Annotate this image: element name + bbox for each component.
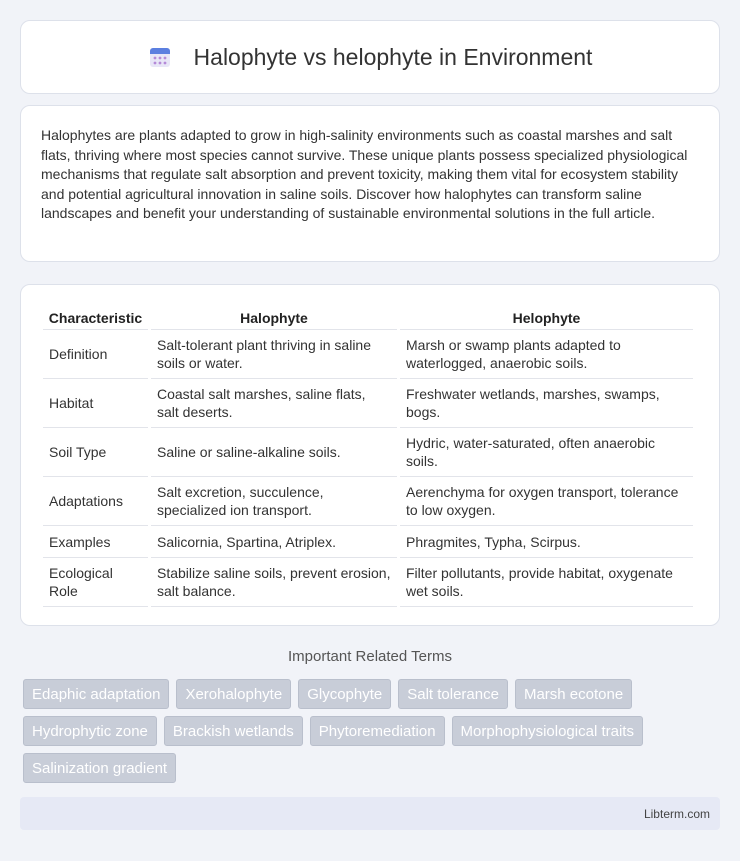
row-label: Adaptations [43, 477, 148, 526]
halophyte-cell: Saline or saline-alkaline soils. [151, 428, 397, 477]
title-card [20, 20, 720, 94]
tag-morphophysiological-traits[interactable]: Morphophysiological traits [452, 716, 643, 746]
page-title: Halophyte vs helophyte in Environment [193, 43, 593, 70]
comparison-table [40, 307, 696, 607]
halophyte-cell: Salt excretion, succulence, specialized ion transport. [151, 477, 397, 526]
tag-glycophyte[interactable]: Glycophyte [298, 679, 391, 709]
table-row [43, 558, 693, 607]
table-row [43, 428, 693, 477]
header-characteristic: Characteristic [43, 307, 148, 330]
row-label: Definition [43, 330, 148, 379]
intro-paragraph: Halophytes are plants adapted to grow in high-salinity environments such as coastal marshes and salt flats, thriving where most species cannot survive. These unique plants possess specialized physiological mechanisms that regulate salt absorption and prevent toxicity, making them vital for ecosystem stability and potential agricultural innovation in saline soils. Discover how halophytes can transform saline landscapes and benefit your understanding of sustainable environmental solutions in the full article. [41, 127, 688, 221]
tag-brackish-wetlands[interactable]: Brackish wetlands [164, 716, 303, 746]
tag-edaphic-adaptation[interactable]: Edaphic adaptation [23, 679, 169, 709]
row-label: Examples [43, 526, 148, 558]
header-helophyte: Helophyte [400, 307, 693, 330]
halophyte-cell: Stabilize saline soils, prevent erosion, salt balance. [151, 558, 397, 607]
helophyte-cell: Phragmites, Typha, Scirpus. [400, 526, 693, 558]
halophyte-cell: Salicornia, Spartina, Atriplex. [151, 526, 397, 558]
helophyte-cell: Hydric, water-saturated, often anaerobic soils. [400, 428, 693, 477]
helophyte-cell: Marsh or swamp plants adapted to waterlogged, anaerobic soils. [400, 330, 693, 379]
helophyte-cell: Filter pollutants, provide habitat, oxygenate wet soils. [400, 558, 693, 607]
row-label: Ecological Role [43, 558, 148, 607]
tag-marsh-ecotone[interactable]: Marsh ecotone [515, 679, 632, 709]
header-halophyte: Halophyte [151, 307, 397, 330]
tag-salinization-gradient[interactable]: Salinization gradient [23, 753, 176, 783]
table-row [43, 477, 693, 526]
helophyte-cell: Freshwater wetlands, marshes, swamps, bogs. [400, 379, 693, 428]
row-label: Habitat [43, 379, 148, 428]
row-label: Soil Type [43, 428, 148, 477]
halophyte-cell: Coastal salt marshes, saline flats, salt deserts. [151, 379, 397, 428]
related-terms-title: Important Related Terms [288, 648, 452, 665]
related-terms-list [23, 679, 723, 790]
intro-card [20, 105, 720, 262]
table-row [43, 526, 693, 558]
table-row [43, 330, 693, 379]
halophyte-cell: Salt-tolerant plant thriving in saline soils or water. [151, 330, 397, 379]
tag-xerohalophyte[interactable]: Xerohalophyte [176, 679, 291, 709]
table-row [43, 379, 693, 428]
footer [20, 797, 720, 830]
footer-site-link[interactable]: Libterm.com [643, 807, 710, 821]
comparison-card [20, 284, 720, 626]
table-header-row [43, 307, 693, 330]
calendar-icon [148, 45, 172, 69]
helophyte-cell: Aerenchyma for oxygen transport, tolerance to low oxygen. [400, 477, 693, 526]
tag-phytoremediation[interactable]: Phytoremediation [310, 716, 445, 746]
tag-hydrophytic-zone[interactable]: Hydrophytic zone [23, 716, 157, 746]
tag-salt-tolerance[interactable]: Salt tolerance [398, 679, 508, 709]
